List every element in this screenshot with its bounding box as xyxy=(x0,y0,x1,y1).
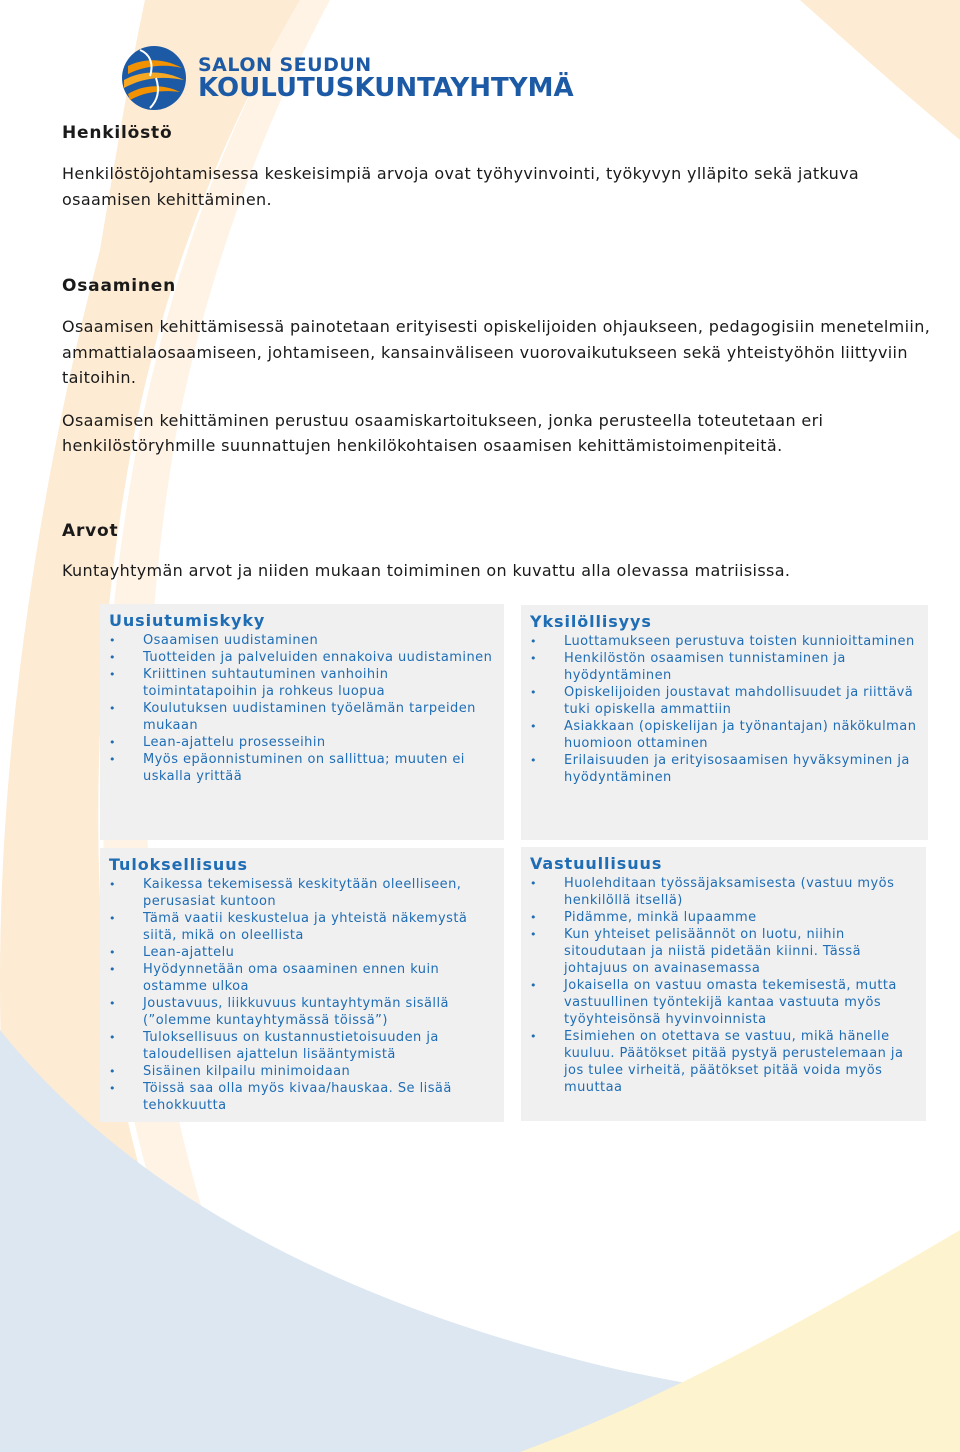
list-item: • Kriittinen suhtautuminen vanhoihin toimintatapoihin ja rohkeus luopua xyxy=(109,666,494,700)
list-item: • Töissä saa olla myös kivaa/hauskaa. Se lisää tehokkuutta xyxy=(109,1080,494,1114)
list-item: • Tuotteiden ja palveluiden ennakoiva uudistaminen xyxy=(109,649,494,666)
text-arvot: Kuntayhtymän arvot ja niiden mukaan toimiminen on kuvattu alla olevassa matriisissa. xyxy=(62,561,791,580)
value-title-uusiutumiskyky: Uusiutumiskyky xyxy=(109,611,266,630)
value-title-tuloksellisuus: Tuloksellisuus xyxy=(109,855,248,874)
heading-osaaminen: Osaaminen xyxy=(62,276,176,296)
logo-swirl-icon xyxy=(120,44,188,112)
value-list-vastuullisuus xyxy=(530,875,916,1096)
list-item: • Pidämme, minkä lupaamme xyxy=(530,909,916,926)
list-item: • Asiakkaan (opiskelijan ja työnantajan) näkökulman huomioon ottaminen xyxy=(530,718,918,752)
logo-text-main: KOULUTUSKUNTAYHTYMÄ xyxy=(198,73,574,103)
list-item: • Myös epäonnistuminen on sallittua; muuten ei uskalla yrittää xyxy=(109,751,494,785)
text-osaaminen-1: Osaamisen kehittämisessä painotetaan erityisesti opiskelijoiden ohjaukseen, pedagogisiin menetelmiin, ammattialaosaamiseen, johtamiseen, kansainväliseen vuorovaikutukseen sekä yhteistyöhön liittyviin taitoihin. xyxy=(62,317,931,387)
list-item: • Erilaisuuden ja erityisosaamisen hyväksyminen ja hyödyntäminen xyxy=(530,752,918,786)
heading-arvot: Arvot xyxy=(62,521,119,541)
list-item: • Jokaisella on vastuu omasta tekemisestä, mutta vastuullinen työntekijä kantaa vastuuta myös työyhteisönsä hyvinvoinnista xyxy=(530,977,916,1028)
value-list-tuloksellisuus xyxy=(109,876,494,1114)
value-box-uusiutumiskyky xyxy=(100,604,504,840)
list-item: • Osaamisen uudistaminen xyxy=(109,632,494,649)
value-box-vastuullisuus xyxy=(521,847,926,1121)
list-item: • Tämä vaatii keskustelua ja yhteistä näkemystä siitä, mikä on oleellista xyxy=(109,910,494,944)
list-item: • Sisäinen kilpailu minimoidaan xyxy=(109,1063,494,1080)
text-osaaminen-2: Osaamisen kehittäminen perustuu osaamiskartoitukseen, jonka perusteella toteutetaan eri henkilöstöryhmille suunnattujen henkilökohtaisen osaamisen kehittämistoimenpiteitä. xyxy=(62,410,824,455)
section-osaaminen xyxy=(62,276,952,459)
value-list-yksilollisyys xyxy=(530,633,918,786)
value-box-tuloksellisuus xyxy=(100,848,504,1122)
list-item: • Kaikessa tekemisessä keskitytään oleelliseen, perusasiat kuntoon xyxy=(109,876,494,910)
list-item: • Luottamukseen perustuva toisten kunnioittaminen xyxy=(530,633,918,650)
heading-henkilosto: Henkilöstö xyxy=(62,123,173,143)
text-henkilosto: Henkilöstöjohtamisessa keskeisimpiä arvoja ovat työhyvinvointi, työkyvyn ylläpito sekä jatkuva osaamisen kehittäminen. xyxy=(62,164,860,209)
value-title-vastuullisuus: Vastuullisuus xyxy=(530,854,663,873)
list-item: • Esimiehen on otettava se vastuu, mikä hänelle kuuluu. Päätökset pitää pystyä perustelemaan ja jos tulee virheitä, päätökset pitää voida myös muuttaa xyxy=(530,1028,916,1096)
list-item: • Tuloksellisuus on kustannustietoisuuden ja taloudellisen ajattelun lisääntymistä xyxy=(109,1029,494,1063)
list-item: • Lean-ajattelu xyxy=(109,944,494,961)
value-box-yksilollisyys xyxy=(521,605,928,840)
section-henkilosto xyxy=(62,123,952,212)
list-item: • Opiskelijoiden joustavat mahdollisuudet ja riittävä tuki opiskella ammattiin xyxy=(530,684,918,718)
logo-text-top: SALON SEUDUN xyxy=(198,54,372,76)
value-list-uusiutumiskyky xyxy=(109,632,494,785)
value-title-yksilollisyys: Yksilöllisyys xyxy=(530,612,652,631)
list-item: • Huolehditaan työssäjaksamisesta (vastuu myös henkilöllä itsellä) xyxy=(530,875,916,909)
section-arvot xyxy=(62,521,952,584)
list-item: • Lean-ajattelu prosesseihin xyxy=(109,734,494,751)
organization-logo xyxy=(120,42,590,112)
list-item: • Koulutuksen uudistaminen työelämän tarpeiden mukaan xyxy=(109,700,494,734)
list-item: • Hyödynnetään oma osaaminen ennen kuin ostamme ulkoa xyxy=(109,961,494,995)
list-item: • Henkilöstön osaamisen tunnistaminen ja hyödyntäminen xyxy=(530,650,918,684)
list-item: • Joustavuus, liikkuvuus kuntayhtymän sisällä (”olemme kuntayhtymässä töissä”) xyxy=(109,995,494,1029)
list-item: • Kun yhteiset pelisäännöt on luotu, niihin sitoudutaan ja niistä pidetään kiinni. Tässä johtajuus on avainasemassa xyxy=(530,926,916,977)
